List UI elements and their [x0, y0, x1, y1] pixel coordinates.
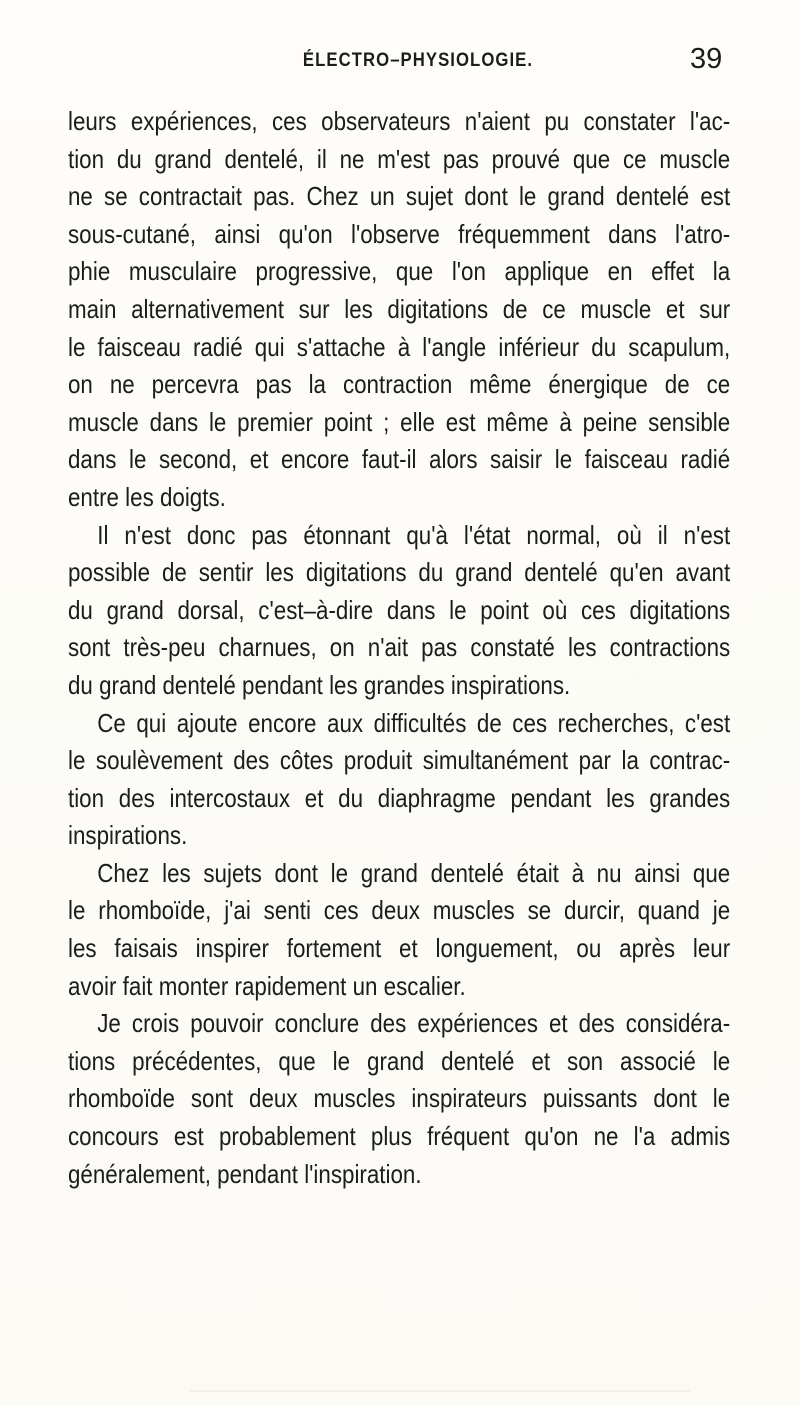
text-line: avoir fait monter rapidement un escalier.: [68, 970, 466, 1001]
text-line: le rhomboïde, j'ai senti ces deux muscles se durcir, quand je: [68, 895, 731, 926]
text-line: on ne percevra pas la contraction même énergique de ce: [68, 369, 731, 400]
text-line: du grand dorsal, c'est–à-dire dans le point où ces digitations: [68, 594, 731, 625]
text-line: sont très-peu charnues, on n'ait pas constaté les contractions: [68, 632, 731, 663]
text-line: généralement, pendant l'inspiration.: [68, 1158, 422, 1189]
text-line: tion des intercostaux et du diaphragme pendant les grandes: [68, 782, 731, 813]
text-line: Je crois pouvoir conclure des expériences et des considéra-: [97, 1008, 731, 1039]
body-text: [68, 103, 730, 1193]
paper-smudge: [190, 1390, 690, 1392]
running-title: ÉLECTRO–PHYSIOLOGIE.: [302, 50, 534, 71]
text-line: du grand dentelé pendant les grandes inspirations.: [68, 669, 571, 700]
page-number: 39: [690, 43, 723, 75]
text-line: dans le second, et encore faut-il alors saisir le faisceau radié: [68, 444, 731, 475]
text-line: Il n'est donc pas étonnant qu'à l'état normal, où il n'est: [97, 519, 731, 550]
text-line: leurs expériences, ces observateurs n'aient pu constater l'ac-: [68, 106, 731, 136]
text-line: rhomboïde sont deux muscles inspirateurs puissants dont le: [68, 1083, 731, 1114]
text-line: le soulèvement des côtes produit simultanément par la contrac-: [68, 745, 731, 776]
text-line: tions précédentes, que le grand dentelé et son associé le: [68, 1045, 731, 1076]
text-line: muscle dans le premier point ; elle est même à peine sensible: [68, 406, 731, 437]
text-line: tion du grand dentelé, il ne m'est pas prouvé que ce muscle: [68, 143, 731, 174]
text-line: possible de sentir les digitations du grand dentelé qu'en avant: [68, 557, 731, 588]
text-line: concours est probablement plus fréquent qu'on ne l'a admis: [68, 1121, 731, 1152]
text-line: entre les doigts.: [68, 481, 226, 512]
text-line: main alternativement sur les digitations de ce muscle et sur: [68, 293, 731, 324]
text-line: le faisceau radié qui s'attache à l'angle inférieur du scapulum,: [68, 331, 731, 362]
text-line: sous-cutané, ainsi qu'on l'observe fréquemment dans l'atro-: [68, 218, 731, 249]
text-line: inspirations.: [68, 820, 188, 851]
text-line: les faisais inspirer fortement et longuement, ou après leur: [68, 933, 731, 964]
text-line: ne se contractait pas. Chez un sujet dont le grand dentelé est: [68, 181, 731, 212]
text-line: Ce qui ajoute encore aux difficultés de ces recherches, c'est: [97, 707, 731, 738]
text-line: phie musculaire progressive, que l'on applique en effet la: [68, 256, 731, 287]
text-line: Chez les sujets dont le grand dentelé était à nu ainsi que: [97, 857, 731, 888]
